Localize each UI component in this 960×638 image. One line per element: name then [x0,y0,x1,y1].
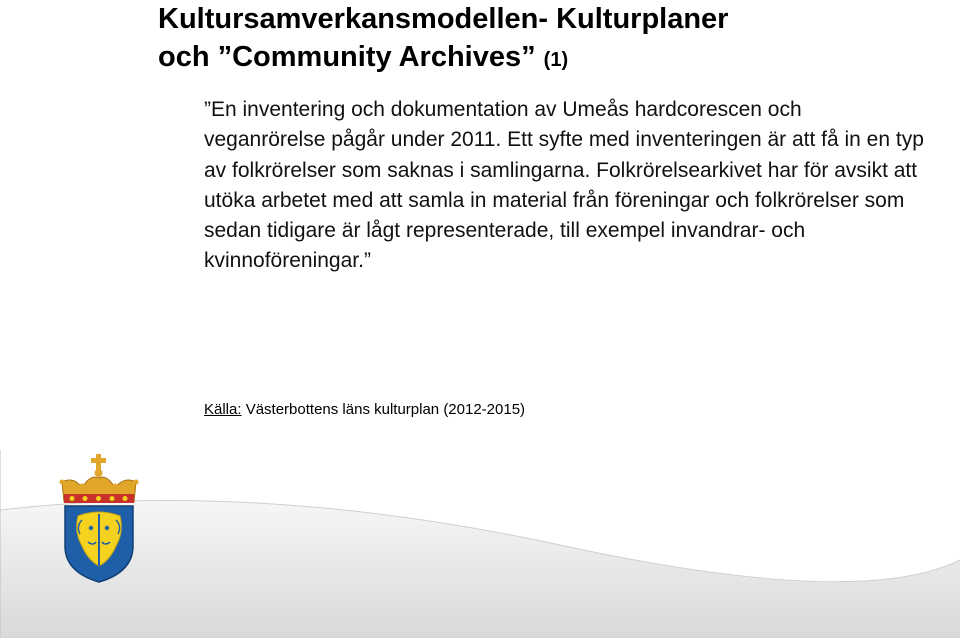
footer-band [0,450,960,638]
source-text: Västerbottens läns kulturplan (2012-2015) [241,401,526,418]
title-line-2: och ”Community Archives” [158,41,536,73]
source-label: Källa: [204,401,242,418]
vasterbotten-coat-of-arms-icon [58,454,140,584]
source-citation [204,400,804,420]
slide-title [158,0,948,79]
quote-text: ”En inventering och dokumentation av Umeås hardcorescen och veganrörelse pågår under 2011. Ett syfte med inventeringen är att få in en typ av folkrörelser som saknas i samlingarna. Folkrörelsearkivet har för avsikt att utöka arbetet med att samla in material från föreningar och folkrörelser som sedan tidigare är lågt representerade, till exempel invandrar- och kvinnoföreningar.” [204,98,924,273]
title-line-1: Kultursamverkansmodellen- Kulturplaner [158,3,729,35]
title-suffix: (1) [543,49,569,71]
footer-background [0,450,960,638]
